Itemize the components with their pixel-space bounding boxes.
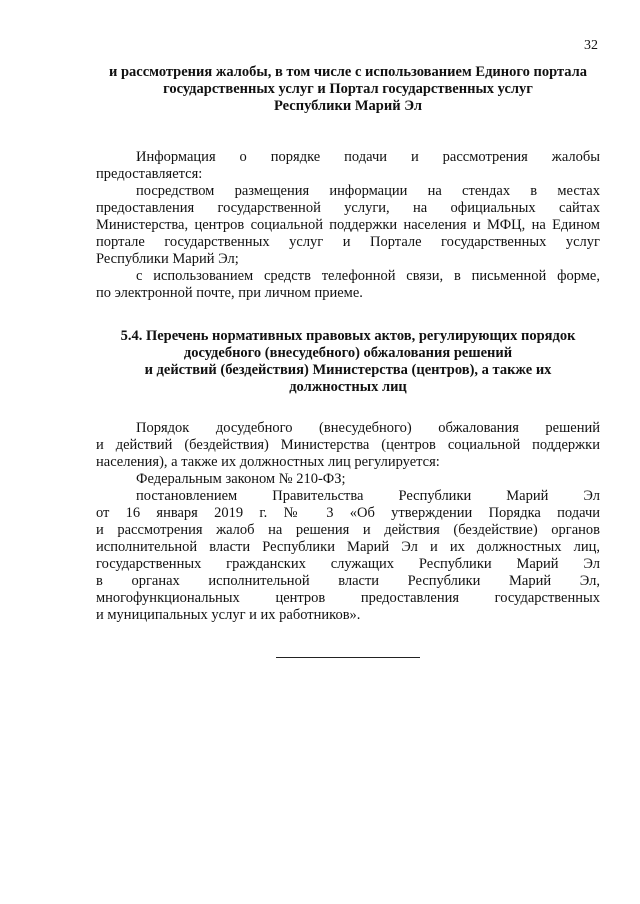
text-line: от 16 января 2019 г. № 3 «Об утверждении Порядка подачи	[96, 505, 600, 521]
text-line: предоставляется:	[96, 166, 203, 182]
heading-line: государственных услуг и Портал государственных услуг	[163, 81, 533, 97]
section-complaint-info-text	[96, 149, 600, 302]
document-body	[96, 64, 600, 624]
text-line: и действий (бездействия) Министерства (центров социальной поддержки	[96, 437, 600, 453]
heading-line: и рассмотрения жалобы, в том числе с использованием Единого портала	[108, 64, 588, 80]
text-line: Республики Марий Эл;	[96, 251, 239, 267]
text-line: с использованием средств телефонной связи, в письменной форме,	[136, 268, 600, 284]
end-divider	[276, 657, 420, 658]
text-line: населения), а также их должностных лиц регулируется:	[96, 454, 440, 470]
text-line: Министерства, центров социальной поддержки населения и МФЦ, на Едином	[96, 217, 600, 233]
section-heading-complaint-info	[88, 64, 608, 115]
heading-line: досудебного (внесудебного) обжалования решений	[183, 345, 513, 361]
text-line: Информация о порядке подачи и рассмотрения жалобы	[136, 149, 600, 165]
text-line: постановлением Правительства Республики Марий Эл	[136, 488, 600, 504]
text-line: по электронной почте, при личном приеме.	[96, 285, 363, 301]
text-line: в органах исполнительной власти Республики Марий Эл,	[96, 573, 600, 589]
section-5-4-text	[96, 420, 600, 624]
heading-line: и действий (бездействия) Министерства (центров), а также их	[144, 362, 552, 378]
text-line: и рассмотрения жалоб на решения и действия (бездействие) органов	[96, 522, 600, 538]
text-line: Порядок досудебного (внесудебного) обжалования решений	[136, 420, 600, 436]
section-heading-5-4	[96, 328, 600, 396]
page-number: 32	[584, 38, 598, 53]
heading-line: Республики Марий Эл	[274, 98, 422, 114]
text-line: Федеральным законом № 210-ФЗ;	[136, 471, 346, 487]
heading-line: должностных лиц	[289, 379, 407, 395]
heading-line: 5.4. Перечень нормативных правовых актов, регулирующих порядок	[120, 328, 576, 344]
text-line: портале государственных услуг и Портале государственных услуг	[96, 234, 600, 250]
text-line: и муниципальных услуг и их работников».	[96, 607, 361, 623]
text-line: посредством размещения информации на стендах в местах	[136, 183, 600, 199]
text-line: исполнительной власти Республики Марий Эл и их должностных лиц,	[96, 539, 600, 555]
text-line: предоставления государственной услуги, на официальных сайтах	[96, 200, 600, 216]
text-line: многофункциональных центров предоставления государственных	[96, 590, 600, 606]
text-line: государственных гражданских служащих Республики Марий Эл	[96, 556, 600, 572]
